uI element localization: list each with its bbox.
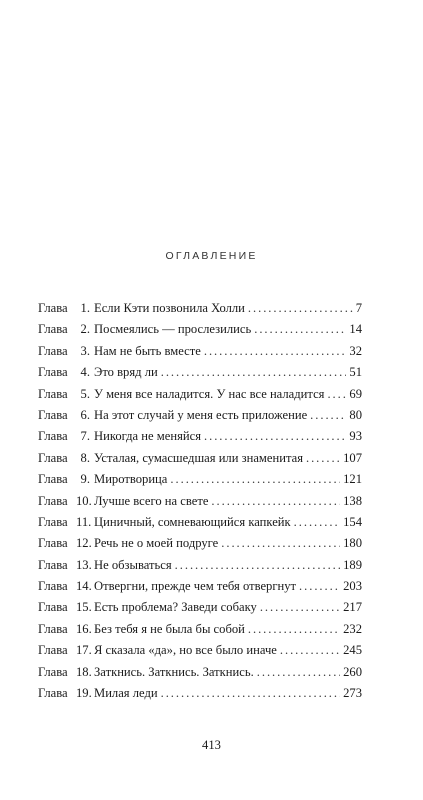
- chapter-page: 154: [343, 514, 362, 529]
- dot-leader: [254, 319, 346, 340]
- chapter-title: На этот случай у меня есть приложение: [94, 407, 308, 422]
- chapter-label: Глава: [38, 429, 68, 444]
- chapter-label: Глава: [38, 536, 68, 551]
- dot-leader: [161, 683, 341, 704]
- chapter-number: 5.: [80, 386, 90, 401]
- toc-entry: [38, 298, 362, 319]
- chapter-page: 203: [343, 579, 362, 594]
- chapter-page: 69: [349, 386, 362, 401]
- chapter-title: Заткнись. Заткнись. Заткнись.: [94, 664, 254, 679]
- toc-entry: [38, 512, 362, 533]
- chapter-label: Глава: [38, 322, 68, 337]
- chapter-title: Милая леди: [94, 686, 158, 701]
- dot-leader: [280, 640, 340, 661]
- chapter-number: 3.: [80, 343, 90, 358]
- chapter-label: Глава: [38, 365, 68, 380]
- chapter-title: Отвергни, прежде чем тебя отвергнут: [94, 579, 297, 594]
- dot-leader: [299, 576, 340, 597]
- chapter-number: 15.: [76, 600, 92, 615]
- chapter-number: 7.: [80, 429, 90, 444]
- chapter-number: 12.: [76, 536, 92, 551]
- toc-entry: [38, 576, 362, 597]
- chapter-page: 217: [343, 600, 362, 615]
- dot-leader: [257, 662, 340, 683]
- chapter-title: Миротворица: [94, 472, 168, 487]
- chapter-label: Глава: [38, 686, 68, 701]
- chapter-label: Глава: [38, 557, 68, 572]
- dot-leader: [310, 405, 346, 426]
- chapter-page: 245: [343, 643, 362, 658]
- dot-leader: [327, 384, 346, 405]
- dot-leader: [211, 491, 340, 512]
- chapter-label: Глава: [38, 493, 68, 508]
- chapter-page: 138: [343, 493, 362, 508]
- chapter-number: 14.: [76, 579, 92, 594]
- chapter-label: Глава: [38, 301, 68, 315]
- chapter-title: Есть проблема? Заведи собаку: [94, 600, 257, 615]
- chapter-label: Глава: [38, 643, 68, 658]
- chapter-label: Глава: [38, 450, 68, 465]
- chapter-page: 232: [343, 621, 362, 636]
- toc-entry: [38, 662, 362, 683]
- chapter-label: Глава: [38, 407, 68, 422]
- chapter-page: 180: [343, 536, 362, 551]
- chapter-number: 9.: [80, 472, 90, 487]
- toc-entry: [38, 426, 362, 447]
- chapter-label: Глава: [38, 621, 68, 636]
- chapter-label: Глава: [38, 664, 68, 679]
- chapter-label: Глава: [38, 343, 68, 358]
- chapter-number: 19.: [76, 686, 92, 701]
- chapter-label: Глава: [38, 600, 68, 615]
- chapter-number: 18.: [76, 664, 92, 679]
- toc-entry: [38, 319, 362, 340]
- chapter-title: Я сказала «да», но все было иначе: [94, 643, 277, 658]
- chapter-page: 51: [349, 365, 362, 380]
- chapter-title: Без тебя я не была бы собой: [94, 621, 245, 636]
- dot-leader: [161, 362, 347, 383]
- toc-entry: [38, 448, 362, 469]
- toc-entry: [38, 533, 362, 554]
- chapter-title: Не обзываться: [94, 557, 172, 572]
- chapter-page: 32: [349, 343, 362, 358]
- dot-leader: [204, 341, 347, 362]
- chapter-number: 8.: [80, 450, 90, 465]
- chapter-page: 189: [343, 557, 362, 572]
- chapter-page: 273: [343, 686, 362, 701]
- toc-entry: [38, 405, 362, 426]
- toc-entry: [38, 362, 362, 383]
- chapter-title: Если Кэти позвонила Холли: [94, 301, 245, 315]
- dot-leader: [175, 555, 340, 576]
- chapter-label: Глава: [38, 472, 68, 487]
- dot-leader: [248, 298, 353, 319]
- toc-entry: [38, 597, 362, 618]
- toc-entry: [38, 384, 362, 405]
- toc-heading: ОГЛАВЛЕНИЕ: [165, 250, 258, 262]
- chapter-number: 11.: [76, 514, 92, 529]
- chapter-page: 121: [343, 472, 362, 487]
- chapter-title: Циничный, сомневающийся капкейк: [94, 514, 291, 529]
- dot-leader: [294, 512, 340, 533]
- dot-leader: [248, 619, 340, 640]
- table-of-contents: [38, 298, 362, 704]
- toc-entry: [38, 555, 362, 576]
- chapter-page: 260: [343, 664, 362, 679]
- toc-entry: [38, 640, 362, 661]
- chapter-number: 16.: [76, 621, 92, 636]
- chapter-title: У меня все наладится. У нас все наладится: [94, 386, 325, 401]
- chapter-label: Глава: [38, 579, 68, 594]
- toc-entry: [38, 491, 362, 512]
- dot-leader: [260, 597, 340, 618]
- chapter-title: Никогда не меняйся: [94, 429, 201, 444]
- chapter-title: Посмеялись — прослезились: [94, 322, 252, 337]
- chapter-page: 7: [355, 301, 362, 315]
- toc-entry: [38, 683, 362, 704]
- chapter-number: 17.: [76, 643, 92, 658]
- dot-leader: [221, 533, 340, 554]
- chapter-page: 80: [349, 407, 362, 422]
- dot-leader: [306, 448, 340, 469]
- chapter-number: 1.: [80, 301, 90, 315]
- toc-entry: [38, 341, 362, 362]
- toc-entry: [38, 619, 362, 640]
- chapter-page: 14: [349, 322, 362, 337]
- chapter-label: Глава: [38, 514, 68, 529]
- chapter-number: 13.: [76, 557, 92, 572]
- chapter-number: 2.: [80, 322, 90, 337]
- chapter-page: 107: [343, 450, 362, 465]
- chapter-title: Нам не быть вместе: [94, 343, 201, 358]
- chapter-label: Глава: [38, 386, 68, 401]
- chapter-title: Речь не о моей подруге: [94, 536, 219, 551]
- chapter-number: 4.: [80, 365, 90, 380]
- chapter-number: 10.: [76, 493, 92, 508]
- chapter-number: 6.: [80, 407, 90, 422]
- chapter-page: 93: [349, 429, 362, 444]
- toc-entry: [38, 469, 362, 490]
- dot-leader: [204, 426, 346, 447]
- chapter-title: Лучше всего на свете: [94, 493, 209, 508]
- chapter-title: Это вряд ли: [94, 365, 158, 380]
- page-number: 413: [202, 738, 221, 752]
- chapter-title: Усталая, сумасшедшая или знаменитая: [94, 450, 303, 465]
- dot-leader: [170, 469, 340, 490]
